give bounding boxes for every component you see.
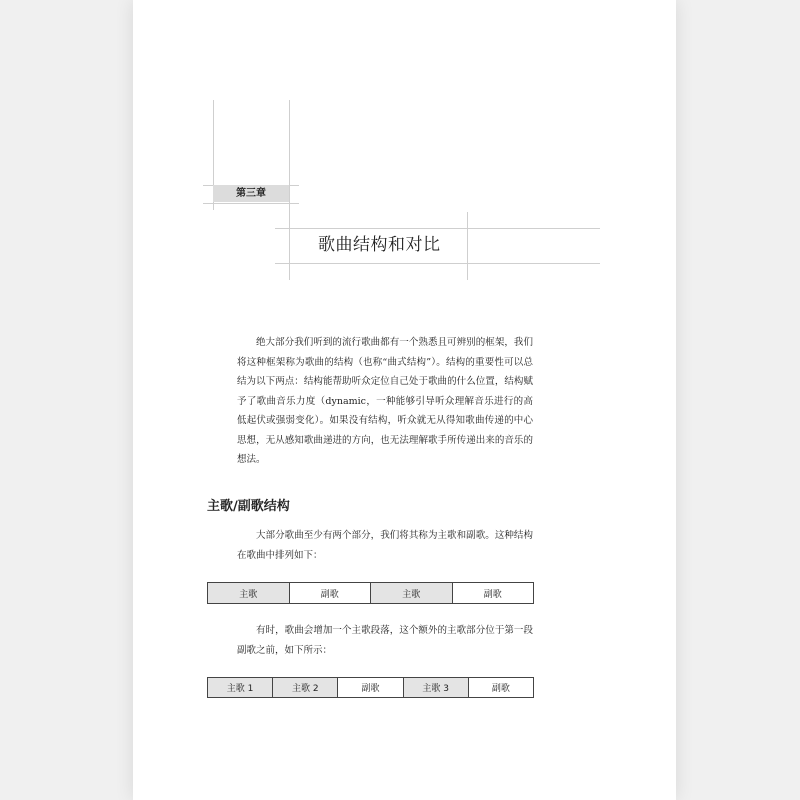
guide-rule (467, 212, 468, 280)
table-cell: 主歌 1 (208, 678, 273, 697)
guide-rule (203, 203, 299, 204)
table-cell: 主歌 2 (273, 678, 338, 697)
guide-rule (289, 100, 290, 280)
book-page (133, 0, 676, 800)
table-cell: 主歌 3 (404, 678, 469, 697)
section-heading: 主歌/副歌结构 (207, 499, 290, 514)
section-paragraph-1: 大部分歌曲至少有两个部分，我们将其称为主歌和副歌。这种结构在歌曲中排列如下： (237, 530, 533, 561)
table-cell: 主歌 (371, 583, 453, 603)
chapter-title: 歌曲结构和对比 (318, 235, 441, 255)
section-paragraph-2: 有时，歌曲会增加一个主歌段落，这个额外的主歌部分位于第一段副歌之前，如下所示： (237, 625, 533, 656)
table-cell: 副歌 (483, 589, 502, 600)
chapter-label: 第三章 (213, 185, 289, 202)
table-cell: 副歌 (290, 583, 372, 603)
table-cell: 副歌 (491, 684, 510, 694)
structure-table-1 (207, 582, 534, 604)
table-cell: 主歌 (208, 583, 290, 603)
guide-rule (275, 228, 600, 229)
structure-table-2 (207, 677, 534, 698)
table-cell: 副歌 (338, 678, 403, 697)
intro-paragraph: 绝大部分我们听到的流行歌曲都有一个熟悉且可辨别的框架，我们将这种框架称为歌曲的结构（也称“曲式结构”）。结构的重要性可以总结为以下两点：结构能帮助听众定位自己处于歌曲的什么位置，结构赋予了歌曲音乐力度（dynamic，一种能够引导听众理解音乐进行的高低起伏或强弱变化）。如果没有结构，听众就无从得知歌曲传递的中心思想，无从感知歌曲递进的方向，也无法理解歌手所传递出来的音乐的想法。 (237, 337, 533, 465)
guide-rule (275, 263, 600, 264)
